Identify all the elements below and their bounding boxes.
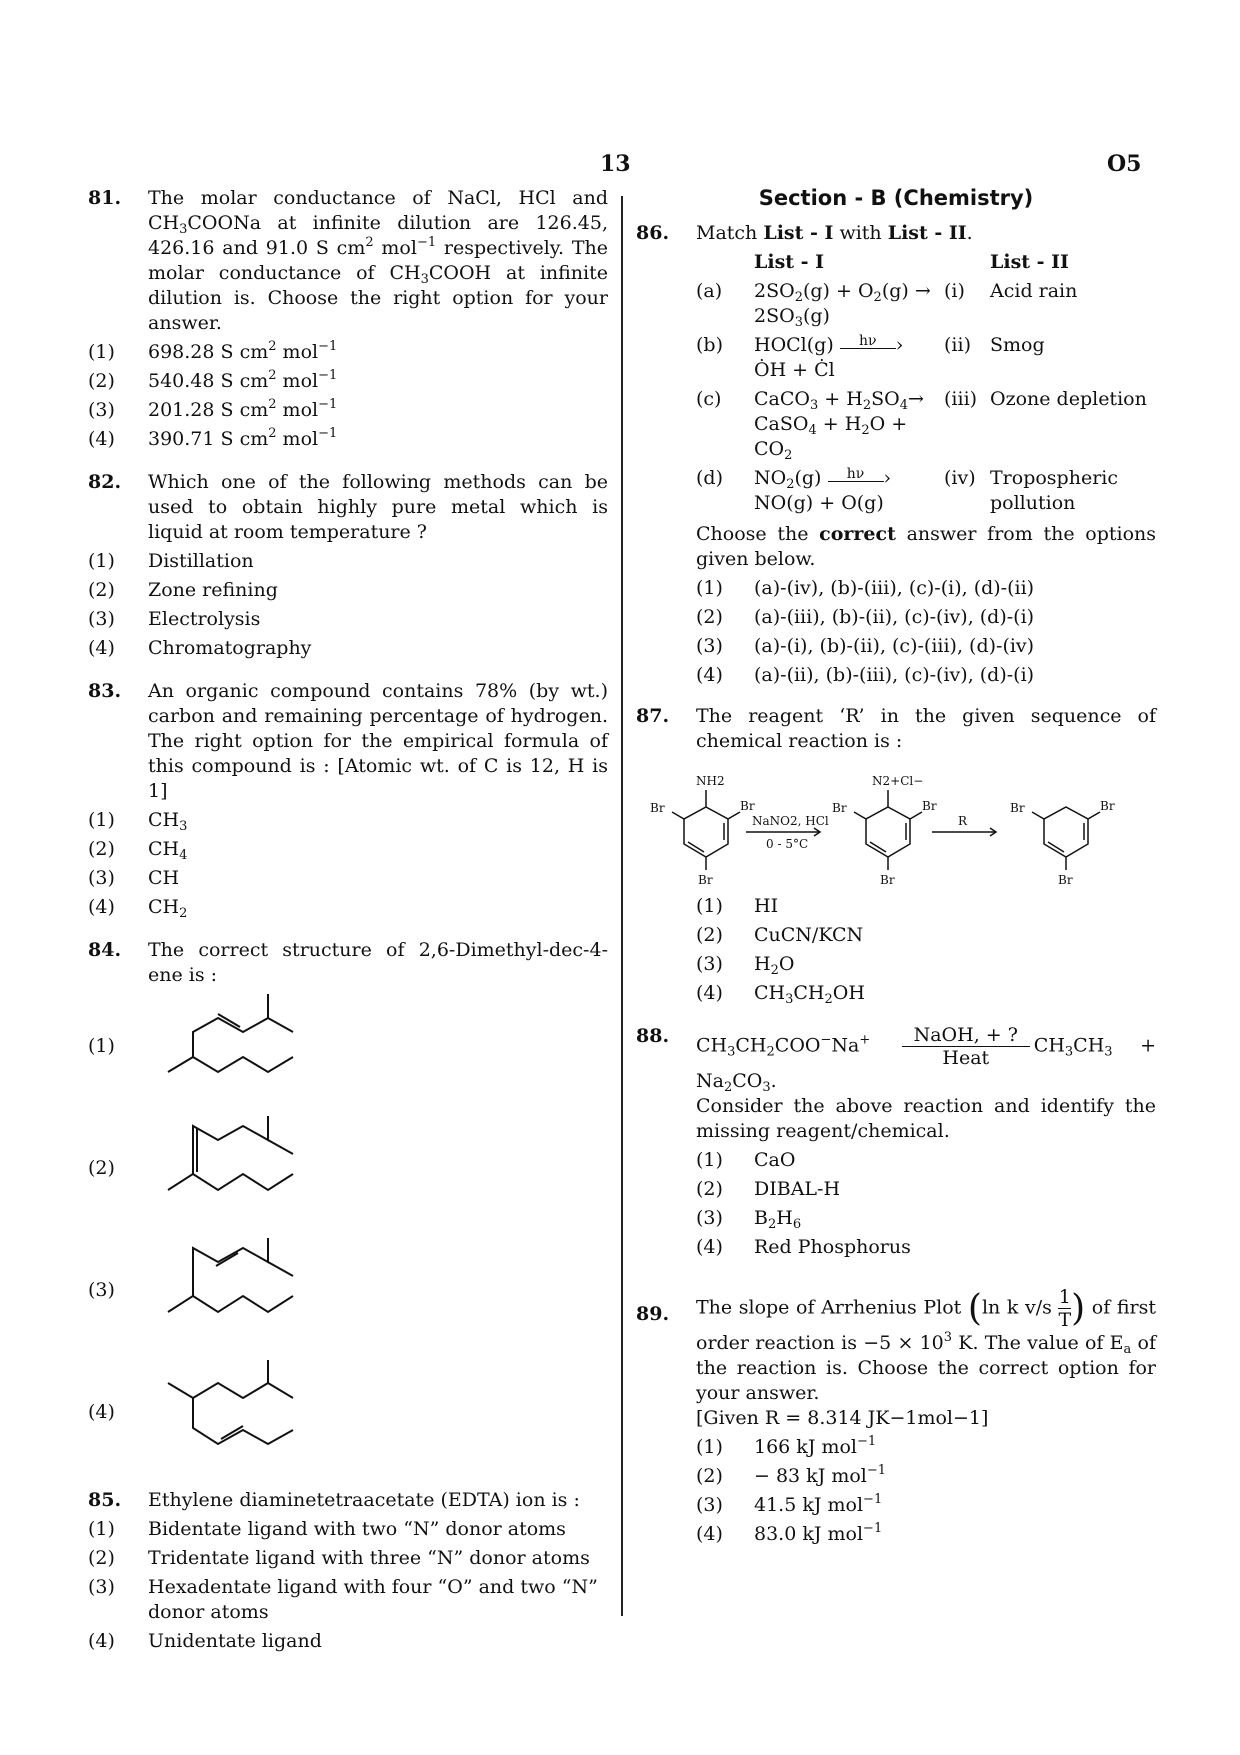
svg-text:Br: Br: [650, 801, 665, 815]
option[interactable]: (2) Tridentate ligand with three “N” donor atoms: [88, 1547, 590, 1569]
question-88: 88. $CH_3CH_2COO^-Na^+$ $\frac{\text{NaOH, + ?}}{\text{Heat}}$ $CH_3CH_3 + Na_2CO_3$. Consider the above reaction and identify the missing reagent/chemical.: [636, 1024, 1156, 1142]
question-87: [636, 704, 1156, 754]
question-83: [88, 679, 608, 804]
option[interactable]: (1) (a)-(iv), (b)-(iii), (c)-(i), (d)-(ii): [696, 577, 1035, 599]
match-row: (a) $2SO_2(g) + O_2(g)$ → $2SO_3(g)$ (i) Acid rain: [696, 280, 1078, 330]
option[interactable]: (2) − 83 kJ mol$^{-1}$: [696, 1463, 887, 1487]
option[interactable]: (3) $B_2H_6$: [696, 1207, 802, 1232]
question-text: Which one of the following methods can be used to obtain highly pure metal which is liquid at room temperature ?: [148, 471, 608, 543]
svg-text:Br: Br: [1010, 801, 1025, 815]
option[interactable]: (1) 166 kJ mol$^{-1}$: [696, 1434, 877, 1458]
option[interactable]: (2) 540.48 S $cm^2$ mol$^{-1}$: [88, 368, 338, 392]
option[interactable]: (4) 390.71 S $cm^2$ mol$^{-1}$: [88, 426, 338, 450]
question-number: 87.: [636, 705, 670, 727]
reagent-r-label: R: [958, 814, 968, 828]
option[interactable]: (3) CH: [88, 867, 180, 889]
column-divider: [621, 196, 623, 1616]
question-number: 81.: [88, 187, 122, 209]
question-number: 86.: [636, 222, 670, 244]
page-number: 13: [600, 151, 631, 177]
option[interactable]: (2) (a)-(iii), (b)-(ii), (c)-(iv), (d)-(i): [696, 606, 1035, 628]
option[interactable]: (4) $CH_2$: [88, 896, 188, 921]
section-title: Section - B (Chemistry): [758, 186, 1034, 210]
svg-text:Br: Br: [880, 873, 895, 887]
option-structure-1[interactable]: (1): [88, 992, 608, 1110]
option[interactable]: (4) Chromatography: [88, 637, 312, 659]
option[interactable]: (4) (a)-(ii), (b)-(iii), (c)-(iv), (d)-(i): [696, 664, 1035, 686]
option[interactable]: (1) Bidentate ligand with two “N” donor atoms: [88, 1518, 566, 1540]
question-text: Consider the above reaction and identify the missing reagent/chemical.: [696, 1095, 1156, 1142]
question-81: [88, 186, 608, 336]
skeletal-structure-4: [148, 1358, 318, 1468]
option-structure-4[interactable]: (4): [88, 1358, 608, 1476]
reagent-label: NaNO2, HCl: [752, 814, 829, 828]
option[interactable]: (1) $CH_3$: [88, 809, 188, 834]
option[interactable]: (4) 83.0 kJ mol$^{-1}$: [696, 1521, 883, 1545]
match-row: (b) HOCl(g) hν › ȮH + Ċl (ii) Smog: [696, 333, 1045, 381]
svg-text:Br: Br: [832, 801, 847, 815]
option[interactable]: (4) Unidentate ligand: [88, 1630, 322, 1652]
question-number: 89.: [636, 1303, 670, 1325]
option[interactable]: (4) Red Phosphorus: [696, 1236, 911, 1258]
given-constant: [Given R = 8.314 JK−1mol−1]: [696, 1407, 989, 1429]
option[interactable]: (2) CuCN/KCN: [696, 924, 864, 946]
question-82: [88, 470, 608, 545]
question-89: 89. The slope of Arrhenius Plot (ln k v/s $\frac{1}{T}$ ) of first order reaction is $-5 \times 10^3$ K. The value of $E_a$ of the reaction is. Choose the correct option for your answer. [Given R = 8.314 JK−1mol−1]: [636, 1286, 1156, 1429]
skeletal-structure-2: [148, 1114, 318, 1224]
temperature-label: 0 - 5°C: [766, 837, 809, 851]
svg-text:Br: Br: [740, 799, 755, 813]
svg-text:Br: Br: [922, 799, 937, 813]
question-text: Ethylene diaminetetraacetate (EDTA) ion is :: [148, 1489, 580, 1511]
right-column: [636, 186, 1156, 1547]
skeletal-structure-1: [148, 992, 318, 1102]
option[interactable]: (4) $CH_3CH_2OH$: [696, 982, 865, 1007]
skeletal-structure-3: [148, 1236, 318, 1346]
question-86: 86. Match List - I with List - II. List - I List - II (a) $2SO_2(g) + O_2(g)$ → $2SO_3(g)$ (i) Acid rain (b) HOCl(g) hν › ȮH + Ċl (ii) Smog (c) CaCO$_3$ + $H_2SO_4\to$ CaSO$_4$ + $H_2O + CO_2$ (iii) Ozone depletion (d) $NO_2(g)$ hν › NO(g) + O(g) (iv) Tropospheric pollution Choose the correct answer from the options given below.: [636, 222, 1156, 570]
question-number: 84.: [88, 939, 122, 961]
match-table: List - I List - II (a) $2SO_2(g) + O_2(g)$ → $2SO_3(g)$ (i) Acid rain (b) HOCl(g) hν › ȮH + Ċl (ii) Smog (c) CaCO$_3$ + $H_2SO_4\to$ CaSO$_4$ + $H_2O + CO_2$ (iii) Ozone depletion (d) $NO_2(g)$ hν › NO(g) + O(g) (iv) Tropospheric pollution: [696, 248, 1156, 518]
svg-text:Br: Br: [1058, 873, 1073, 887]
option[interactable]: (3) (a)-(i), (b)-(ii), (c)-(iii), (d)-(iv): [696, 635, 1035, 657]
option[interactable]: (2) Zone refining: [88, 579, 278, 601]
match-row: (d) $NO_2(g)$ hν › NO(g) + O(g) (iv) Tropospheric pollution: [696, 466, 1118, 514]
question-text: The reagent ‘R’ in the given sequence of chemical reaction is :: [696, 705, 1156, 752]
option[interactable]: (1) 698.28 S $cm^2$ mol$^{-1}$: [88, 339, 338, 363]
option[interactable]: (3) 201.28 S $cm^2$ mol$^{-1}$: [88, 397, 338, 421]
option[interactable]: (3) Hexadentate ligand with four “O” and two “N” donor atoms: [88, 1576, 598, 1623]
match-row: (c) CaCO$_3$ + $H_2SO_4\to$ CaSO$_4$ + $H_2O + CO_2$ (iii) Ozone depletion: [696, 388, 1147, 463]
option[interactable]: (3) $H_2O$: [696, 953, 795, 978]
question-number: 85.: [88, 1489, 122, 1511]
svg-text:Br: Br: [698, 873, 713, 887]
option[interactable]: (2) DIBAL-H: [696, 1178, 841, 1200]
question-84: [88, 938, 608, 988]
option[interactable]: (1) Distillation: [88, 550, 254, 572]
nh2-label: NH2: [696, 774, 725, 788]
question-number: 88.: [636, 1025, 670, 1047]
option[interactable]: (1) HI: [696, 895, 779, 917]
option[interactable]: (3) Electrolysis: [88, 608, 261, 630]
reaction-scheme: [636, 760, 1156, 890]
question-85: [88, 1488, 608, 1513]
diazonium-label: N2+Cl−: [872, 774, 924, 788]
paper-code: O5: [1107, 151, 1142, 177]
option[interactable]: (3) 41.5 kJ mol$^{-1}$: [696, 1492, 883, 1516]
option[interactable]: (1) CaO: [696, 1149, 796, 1171]
question-text: An organic compound contains 78% (by wt.) carbon and remaining percentage of hydrogen. The right option for the empirical formula of this compound is : [Atomic wt. of C is 12, H is 1]: [148, 680, 608, 802]
question-number: 82.: [88, 471, 122, 493]
option-structure-3[interactable]: (3): [88, 1236, 608, 1354]
left-column: [88, 186, 608, 1654]
svg-text:Br: Br: [1100, 799, 1115, 813]
question-number: 83.: [88, 680, 122, 702]
option[interactable]: (2) $CH_4$: [88, 838, 188, 863]
question-text: The correct structure of 2,6-Dimethyl-dec-4-ene is :: [148, 939, 608, 986]
question-text: The molar conductance of NaCl, HCl and $CH_3COONa$ at infinite dilution are 126.45, 426.16 and 91.0 S $cm^2$ mol$^{-1}$ respectively. The molar conductance of $CH_3COOH$ at infinite dilution is. Choose the right option for your answer.: [148, 187, 608, 334]
option-structure-2[interactable]: (2): [88, 1114, 608, 1232]
